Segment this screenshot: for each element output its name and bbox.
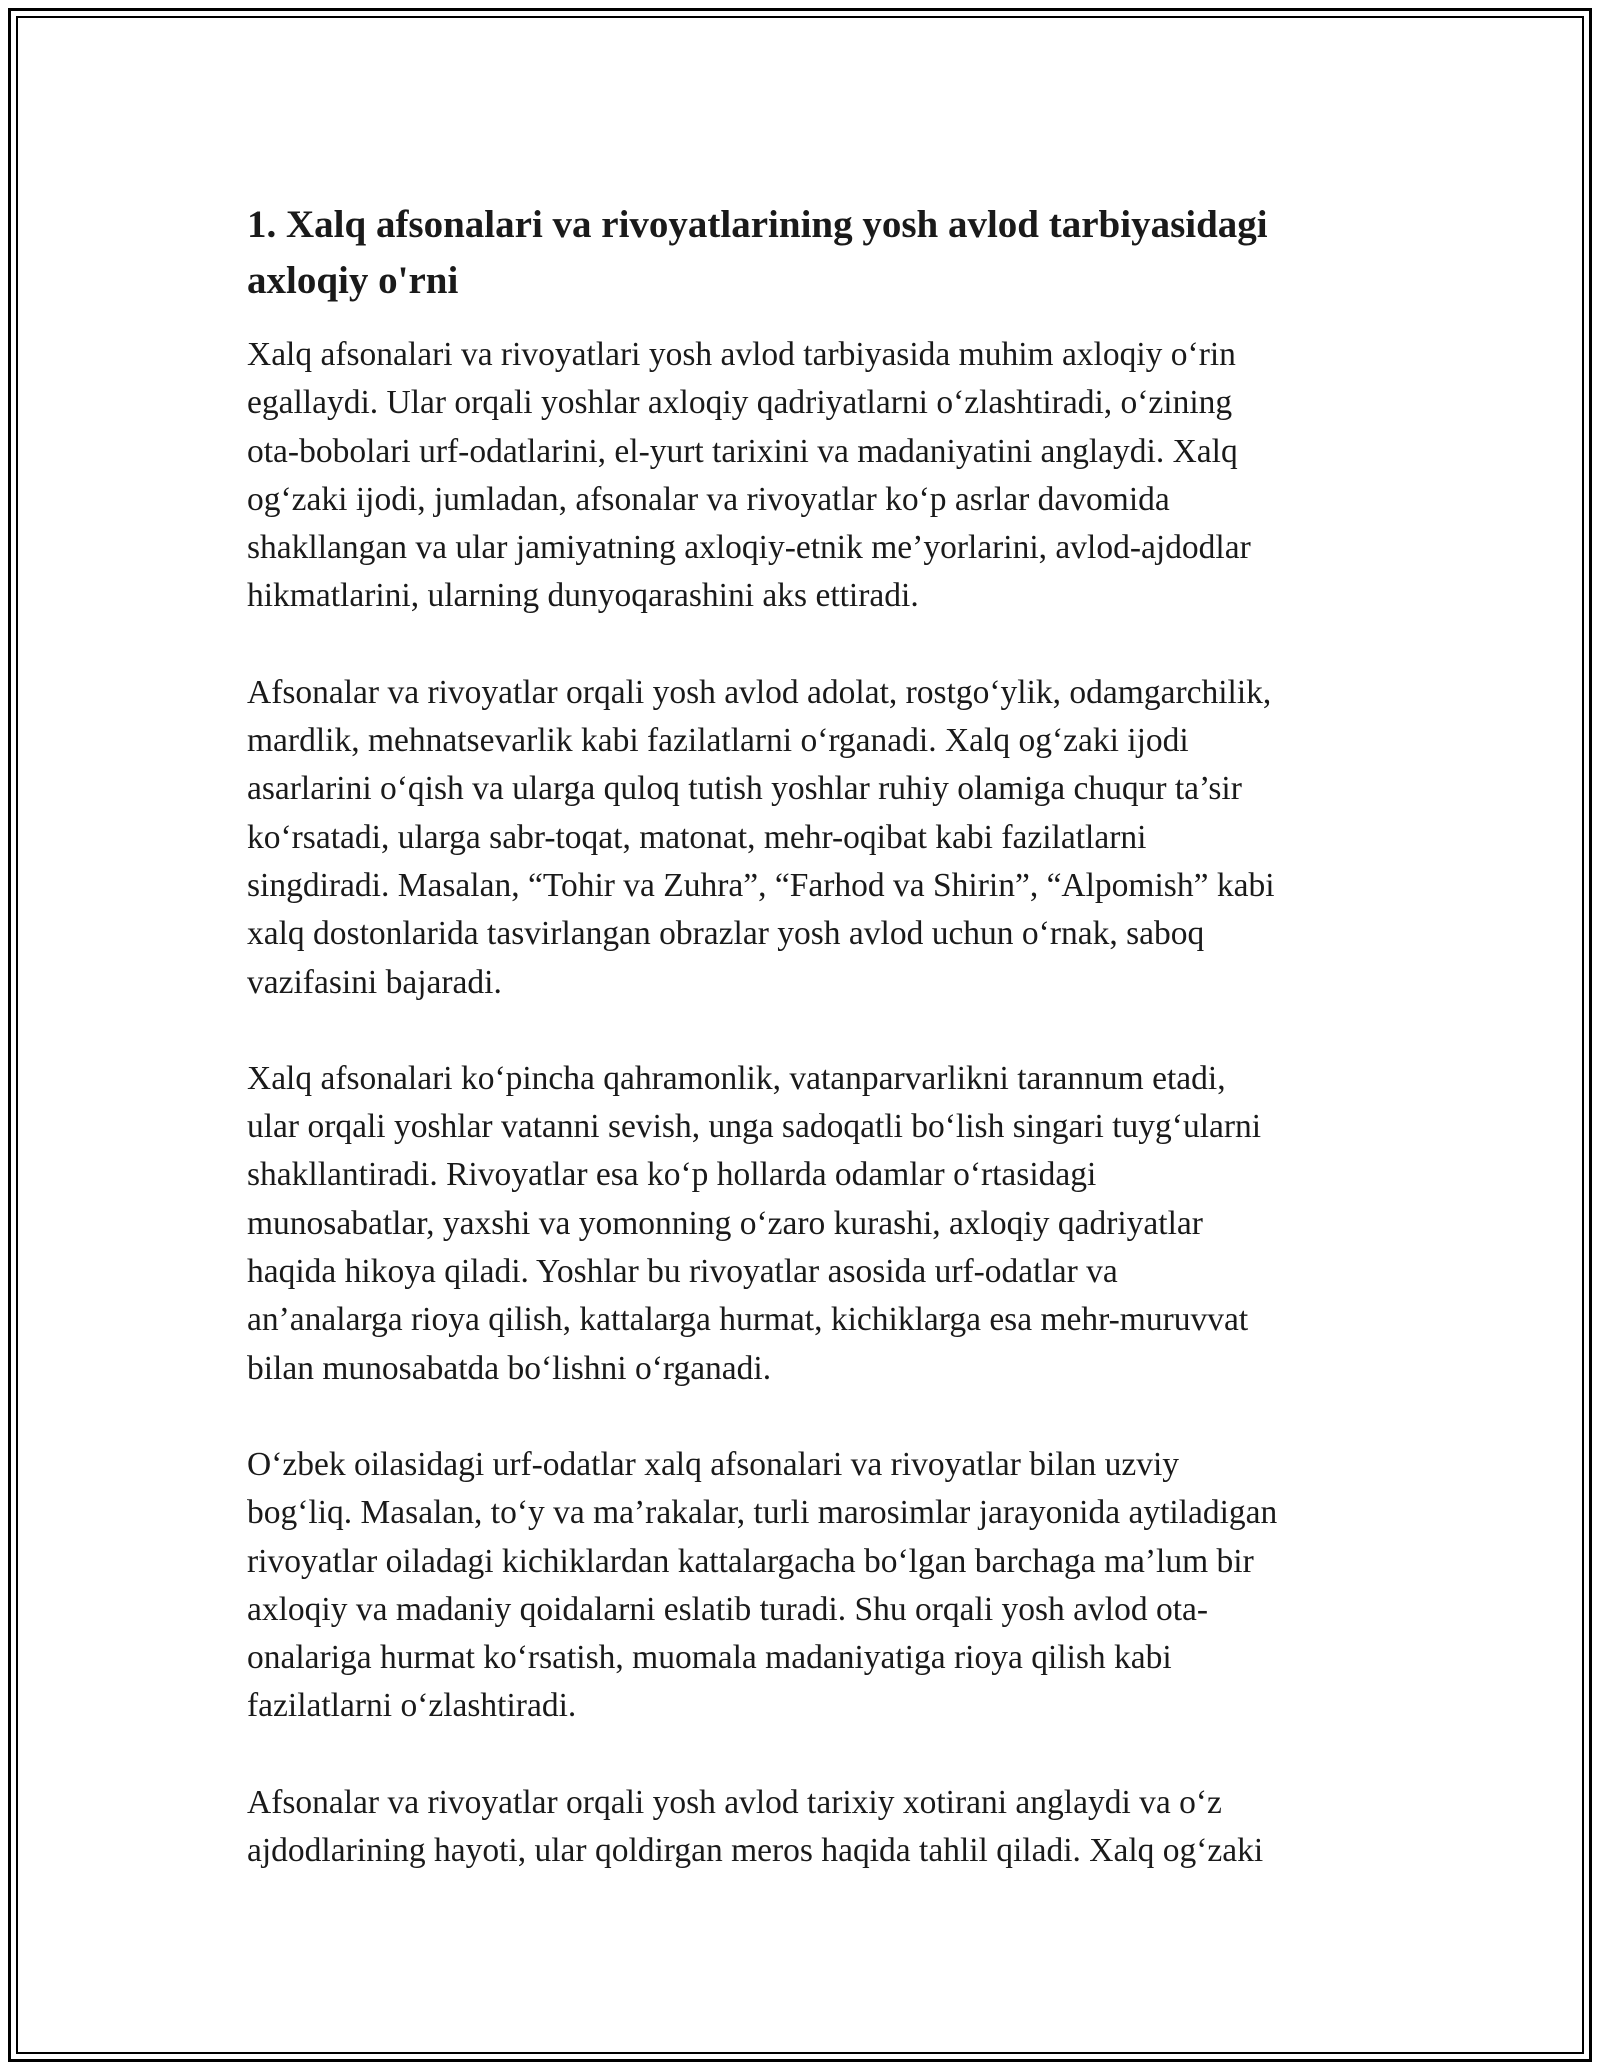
paragraph-line: Xalq afsonalari ko‘pincha qahramonlik, vatanparvarlikni tarannum etadi,	[247, 1059, 1226, 1097]
paragraph-line: asarlarini o‘qish va ularga quloq tutish yoshlar ruhiy olamiga chuqur ta’sir	[247, 770, 1242, 808]
page-border	[8, 8, 1592, 2062]
paragraph-line: fazilatlarni o‘zlashtiradi.	[247, 1687, 577, 1725]
paragraph-line: mardlik, mehnatsevarlik kabi fazilatlarni o‘rganadi. Xalq og‘zaki ijodi	[247, 722, 1189, 760]
paragraph-line: vazifasini bajaradi.	[247, 963, 502, 1001]
paragraph-line: ko‘rsatadi, ularga sabr-toqat, matonat, mehr-oqibat kabi fazilatlarni	[247, 818, 1147, 856]
paragraph-line: shakllangan va ular jamiyatning axloqiy-etnik me’yorlarini, avlod-ajdodlar	[247, 529, 1251, 567]
paragraph-line: O‘zbek oilasidagi urf-odatlar xalq afsonalari va rivoyatlar bilan uzviy	[247, 1445, 1180, 1483]
paragraph-line: munosabatlar, yaxshi va yomonning o‘zaro kurashi, axloqiy qadriyatlar	[247, 1204, 1203, 1242]
paragraph-2	[247, 669, 1377, 1007]
paragraph-line: Afsonalar va rivoyatlar orqali yosh avlod adolat, rostgo‘ylik, odamgarchilik,	[247, 673, 1272, 711]
paragraph-line: shakllantiradi. Rivoyatlar esa ko‘p hollarda odamlar o‘rtasidagi	[247, 1156, 1097, 1194]
paragraph-5	[247, 1779, 1377, 1876]
paragraph-line: onalariga hurmat ko‘rsatish, muomala madaniyatiga rioya qilish kabi	[247, 1639, 1172, 1677]
paragraph-line: egallaydi. Ular orqali yoshlar axloqiy qadriyatlarni o‘zlashtiradi, o‘zining	[247, 384, 1233, 422]
paragraph-line: axloqiy va madaniy qoidalarni eslatib turadi. Shu orqali yosh avlod ota-	[247, 1590, 1209, 1628]
paragraph-line: Xalq afsonalari va rivoyatlari yosh avlod tarbiyasida muhim axloqiy o‘rin	[247, 336, 1236, 373]
paragraph-line: bilan munosabatda bo‘lishni o‘rganadi.	[247, 1349, 772, 1387]
paragraph-line: ota-bobolari urf-odatlarini, el-yurt tarixini va madaniyatini anglaydi. Xalq	[247, 432, 1238, 470]
paragraph-line: an’analarga rioya qilish, kattalarga hurmat, kichiklarga esa mehr-muruvvat	[247, 1301, 1249, 1339]
paragraph-4	[247, 1441, 1377, 1731]
paragraph-line: Afsonalar va rivoyatlar orqali yosh avlod tarixiy xotirani anglaydi va o‘z	[247, 1783, 1222, 1821]
paragraph-line: rivoyatlar oiladagi kichiklardan kattalargacha bo‘lgan barchaga ma’lum bir	[247, 1542, 1254, 1580]
paragraph-line: bog‘liq. Masalan, to‘y va ma’rakalar, turli marosimlar jarayonida aytiladigan	[247, 1494, 1278, 1532]
paragraph-3	[247, 1055, 1377, 1393]
paragraph-line: ular orqali yoshlar vatanni sevish, unga sadoqatli bo‘lish singari tuyg‘ularni	[247, 1108, 1262, 1146]
paragraph-line: xalq dostonlarida tasvirlangan obrazlar yosh avlod uchun o‘rnak, saboq	[247, 915, 1205, 953]
section-heading-line: 1. Xalq afsonalari va rivoyatlarining yosh avlod tarbiyasidagi	[247, 203, 1268, 246]
paragraph-1	[247, 331, 1377, 621]
paragraph-line: singdiradi. Masalan, “Tohir va Zuhra”, “Farhod va Shirin”, “Alpomish” kabi	[247, 866, 1275, 904]
paragraph-line: hikmatlarini, ularning dunyoqarashini aks ettiradi.	[247, 577, 919, 615]
section-heading-line: axloqiy o'rni	[247, 259, 459, 302]
section-heading	[247, 197, 1377, 309]
paragraph-line: og‘zaki ijodi, jumladan, afsonalar va rivoyatlar ko‘p asrlar davomida	[247, 480, 1170, 518]
paragraph-line: ajdodlarining hayoti, ular qoldirgan meros haqida tahlil qiladi. Xalq og‘zaki	[247, 1832, 1264, 1870]
paragraph-line: haqida hikoya qiladi. Yoshlar bu rivoyatlar asosida urf-odatlar va	[247, 1253, 1118, 1291]
document-body	[247, 197, 1377, 1923]
